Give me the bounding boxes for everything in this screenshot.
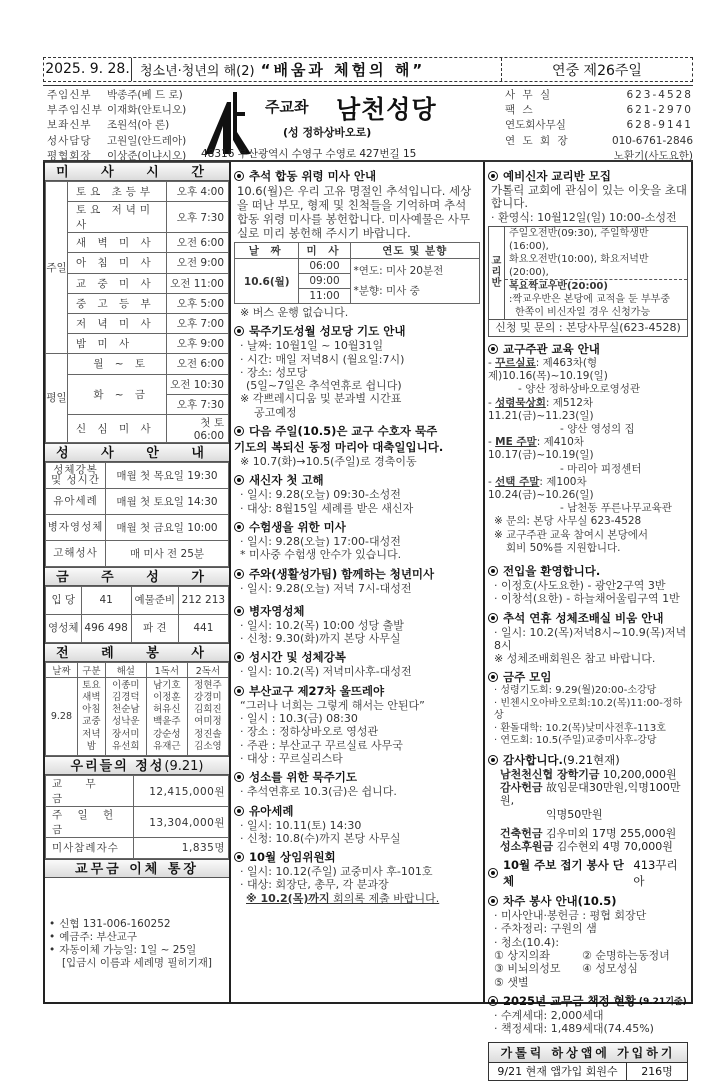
bulletin-page <box>43 57 693 1078</box>
notice-title: 추석 합동 위령 미사 안내 <box>234 168 480 184</box>
offerings-table: 교 무 금 12,415,000원 주 일 헌 금 13,304,000원 미사참례자수 1,835명 <box>45 775 229 859</box>
hymns-heading: 금 주 성 가 <box>45 567 229 586</box>
middle-column: 추석 합동 위령 미사 안내 10.6(월)은 우리 고유 명절인 추석입니다. 세상을 떠난 부모, 형제 및 친척들을 기억하며 추석 합동 위령 미사를 봉헌합니다. 미사예물은 사무실로 미리 봉헌해 주시기 바랍니다. 날 짜 미 사 연도 및 분향 10.6(월) 06:00 *연도: 미사 20분전 *분향: 미사 중 09:00 11:00 ※ 버스 운행 없습니다. 묵주기도성월 성모당 기도 안내 · 날짜: 10월1일 ~ 10월31일 · 시간: 매일 저녁8시 (월요일:7시) · 장소: 성모당 (5일~7일은 추석연휴로 쉽니다) ※ 각쁘레시디움 및 분과별 시간표 공고예정 다음 주일(10.5)은 교구 수호자 묵주 기도의 복되신 동정 마리아 대축일입니다. ※ 10.7(화)→10.5(주일)로 경축이동 새신자 첫 고해 · 일시: 9.28(오늘) 09:30-소성전 · 대상: 8월15일 세례를 받은 새신자 수험생을 위한 미사 · 일시: 9.28(오늘) 17:00-대성전 * 미사중 수험생 안수가 있습니다. 주와(생활성가팀) 함께하는 청년미사 · 일시: 9.28(오늘) 저녁 7시-대성전 병자영성체 · 일시: 10.2(목) 10:00 성당 출발 · 신청: 9.30(화)까지 본당 사무실 성시간 및 성체강복 · 일시: 10.2(목) 저녁미사후-대성전 부산교구 제27차 울뜨레야 “그러나 너희는 그렇게 해서는 안된다” · 일시 : 10.3(금) 08:30 · 장소 : 정하상바오로 영성관 · 주관 : 부산교구 꾸르실료 사무국 · 대상 : 꾸르실리스타 성소를 위한 묵주기도 · 추석연휴로 10.3(금)은 쉽니다. 유아세례 · 일시: 10.11(토) 14:30 · 신청: 10.8(수)까지 본당 사무실 10월 상임위원회 · 일시: 10.12(주일) 교중미사 후-101호 · 대상: 회장단, 총무, 각 분과장 ※ 10.2(목)까지 회의록 제출 바랍니다. <box>231 162 485 1002</box>
sacraments-table: 성체강복 및 성시간 매월 첫 목요일 19:30 유아세례 매월 첫 토요일 14:30 병자영성체 매월 첫 금요일 10:00 고해성사 매 미사 전 25분 <box>45 462 229 567</box>
sunday-label: 주일 <box>46 182 68 354</box>
bullet-icon <box>234 772 244 782</box>
bank-info: • 신협 131-006-160252 • 예금주: 부산교구 • 자동이체 가능일: 1일 ~ 25일 [입금시 이름과 세례명 필히기재] <box>45 878 229 970</box>
bullet-icon <box>234 326 244 336</box>
staff-row: 평협회장 이상준(이냐시오) <box>47 149 187 162</box>
bullet-icon <box>234 569 244 579</box>
thanks-list: 남천천신협 장학기금 10,200,000원 감사헌금 故임문대30만원,익명100만원, 익명50만원 건축헌금 김우미외 17명 255,000원 성소후원금 김수현외 4명 70,000원 <box>500 767 681 853</box>
content-columns <box>43 162 693 1078</box>
bullet-icon <box>234 806 244 816</box>
bullet-icon <box>234 852 244 862</box>
church-prefix: 주교좌 <box>265 98 309 116</box>
staff-list <box>43 86 193 160</box>
catechism-classes-box: 교리반 주일오전반(09:30), 주일학생반(16:00), 화요오전반(10:00), 화요저녁반(20:00), 목요짝교우반(20:00) :짝교우반은 본당에 교적을 둔 부부중 한쪽이 비신자일 경우 신청가능 신청 및 문의 : 본당사무실(623-4528) <box>488 226 688 337</box>
top-bar <box>43 57 693 82</box>
bulletin-date: 2025. 9. 28. <box>44 58 132 81</box>
theme-main: “배움과 체험의 해” <box>260 61 426 79</box>
bullet-icon <box>488 996 498 1006</box>
bullet-icon <box>234 475 244 485</box>
contact-person: 노환기(사도요한) <box>613 149 693 162</box>
bullet-icon <box>234 171 244 181</box>
staff-row: 주임신부 박종주(베 드 로) <box>47 89 183 101</box>
bullet-icon <box>488 868 498 878</box>
left-column <box>45 162 231 1002</box>
bullet-icon <box>234 686 244 696</box>
staff-row: 보좌신부 조원석(아 론) <box>47 119 170 132</box>
church-name: 남천성당 <box>336 95 437 124</box>
church-header <box>43 85 693 162</box>
bullet-icon <box>488 344 498 354</box>
year-theme <box>132 58 502 81</box>
memorial-mass-table: 날 짜 미 사 연도 및 분향 10.6(월) 06:00 *연도: 미사 20분전 *분향: 미사 중 09:00 11:00 <box>234 242 480 304</box>
mass-times-table: 주일 토요 초등부 오후 4:00 토요 저녁미사 오후 7:30 새 벽 미 사 오전 6:00 아 침 미 사 오전 9:00 교 중 미 사 오전 11:00 중 고 등 부 오후 5:00 저 녁 미 사 오후 7:00 밤 미 사 오후 9:00 평일 월 ~ 토 오전 6:00 화 ~ 금 오전 10:30 오후 7:30 신 심 미 사 첫 토 06:00 <box>45 181 229 443</box>
liturgy-table: 날짜 구분 해설 1독서 2독서 9.28 토요 새벽 아침 교중 저녁 밤 이종미 김경덕 천순남 성낙운 장서미 유선희 남기호 이정훈 허유신 백윤주 강순성 유재근 정현주 강경미 김희진 여미정 정진솔 김소영 <box>45 662 229 756</box>
church-logo-icon <box>205 92 255 154</box>
bullet-icon <box>488 896 498 906</box>
liturgy-heading: 전 례 봉 사 <box>45 643 229 662</box>
bullet-icon <box>488 171 498 181</box>
bank-heading: 교무금 이체 통장 <box>45 859 229 878</box>
theme-prefix: 청소년·청년의 해(2) <box>140 64 255 79</box>
church-patron: (성 정하상바오로) <box>283 126 372 139</box>
cleaning-groups: ① 상지의좌 ② 순명하는동정녀 ③ 비뇌의성모 ④ 성모성심 ⑤ 샛별 <box>494 949 670 989</box>
hymns-table: 입 당 41 예물준비 212 213 영성체 496 498 파 견 441 <box>45 586 229 643</box>
bullet-icon <box>488 755 498 765</box>
contact-list: 사 무 실 623-4528 팩 스 621-2970 연도회사무실 628-9141 연 도 회 장 010-6761-2846 노환기(사도요한) <box>505 86 693 160</box>
mass-times-heading: 미 사 시 간 <box>45 162 229 181</box>
education-list: - 꾸르실료: 제463차(형제)10.16(목)~10.19(일) - 양산 정하상바오로영성관 - 성령묵상회: 제512차11.21(금)~11.23(일) - 양산 영성의 집 - ME 주말: 제410차 10.17(금)~10.19(일) - 마리아 피정센터 - 선택 주말: 제100차 10.24(금)~10.26(일) - 남천동 푸른나무교육관 ※ 문의: 본당 사무실 623-4528 ※ 교구주관 교육 참여시 본당에서 회비 50%를 지원합니다. <box>488 356 672 554</box>
bullet-icon <box>234 426 244 436</box>
bullet-icon <box>234 606 244 616</box>
church-address: 48316 부산광역시 수영구 수영로 427번길 15 <box>201 148 417 160</box>
staff-row: 성사담당 고원일(안드레아) <box>47 134 187 147</box>
right-column: 예비신자 교리반 모집 가톨릭 교회에 관심이 있는 이웃을 초대합니다. · 환영식: 10월12일(일) 10:00-소성전 교리반 주일오전반(09:30), 주일학생반(16:00), 화요오전반(10:00), 화요저녁반(20:00), 목요짝교우반(20:00) :짝교우반은 본당에 교적을 둔 부부중 한쪽이 비신자일 경우 신청가능 신청 및 문의 : 본당사무실(623-4528) 교구주관 교육 안내 - 꾸르실료: 제463차(형제)10.16(목)~10.19(일) - 양산 정하상바오로영성관 - 성령묵상회: 제512차11.21(금)~11.23(일) - 양산 영성의 집 - ME 주말: 제410차 10.17(금)~10.19(일) - 마리아 피정센터 - 선택 주말: 제100차 10.24(금)~10.26(일) - 남천동 푸른나무교육관 ※ 문의: 본당 사무실 623-4528 ※ 교구주관 교육 참여시 본당에서 회비 50%를 지원합니다. 전입을 환영합니다. · 이정호(사도요한) - 광안2구역 3반 · 이창석(요한) - 하늘채어울림구역 1반 추석 연휴 성체조배실 비움 안내 · 일시: 10.2(목)저녁8시~10.9(목)저녁8시 ※ 성체조배회원은 참고 바랍니다. 금주 모임 · 성령기도회: 9.29(월)20:00-소강당 · 빈첸시오아바오로회:10.2(목)11:00-정하상 · 환돌대학: 10.2(목)낮미사전후-113호 · 연도회: 10.5(주일)교중미사후-강당 감사합니다. (9.21현재) 남천천신협 장학기금 10,200,000원 감사헌금 故임문대30만원,익명100만원, 익명50만원 건축헌금 김우미외 17명 255,000원 성소후원금 김수현외 4명 70,000원 10월 주보 접기 봉사 단체 413꾸리아 차주 봉사 안내(10.5) · 미사안내·봉헌금 : 평협 회장단 · 주차정리: 구원의 샘 · 청소(10.4): ① 상지의좌 ② 순명하는동정녀 ③ 비뇌의성모 ④ 성모성심 ⑤ 샛별 2025년 교무금 책정 현황 (9.21기준) · 수계세대: 2,000세대 · 책정세대: 1,489세대(74.45%) 가톨릭 하상앱에 가입하기 9/21 현재 앱가입 회원수 216명 <box>485 162 691 1002</box>
weekday-label: 평일 <box>46 354 68 443</box>
logo-area <box>193 86 505 160</box>
bullet-icon <box>488 566 498 576</box>
staff-row: 부주임신부 이재화(안토니오) <box>47 104 187 117</box>
sacraments-heading: 성 사 안 내 <box>45 443 229 462</box>
bullet-icon <box>488 672 498 682</box>
bullet-icon <box>234 652 244 662</box>
liturgical-week: 연중 제26주일 <box>552 62 642 79</box>
app-signup-box: 가톨릭 하상앱에 가입하기 9/21 현재 앱가입 회원수 216명 <box>488 1042 688 1081</box>
bullet-icon <box>488 613 498 623</box>
offerings-heading: 우리들의 정성(9.21) <box>45 756 229 775</box>
bullet-icon <box>234 522 244 532</box>
